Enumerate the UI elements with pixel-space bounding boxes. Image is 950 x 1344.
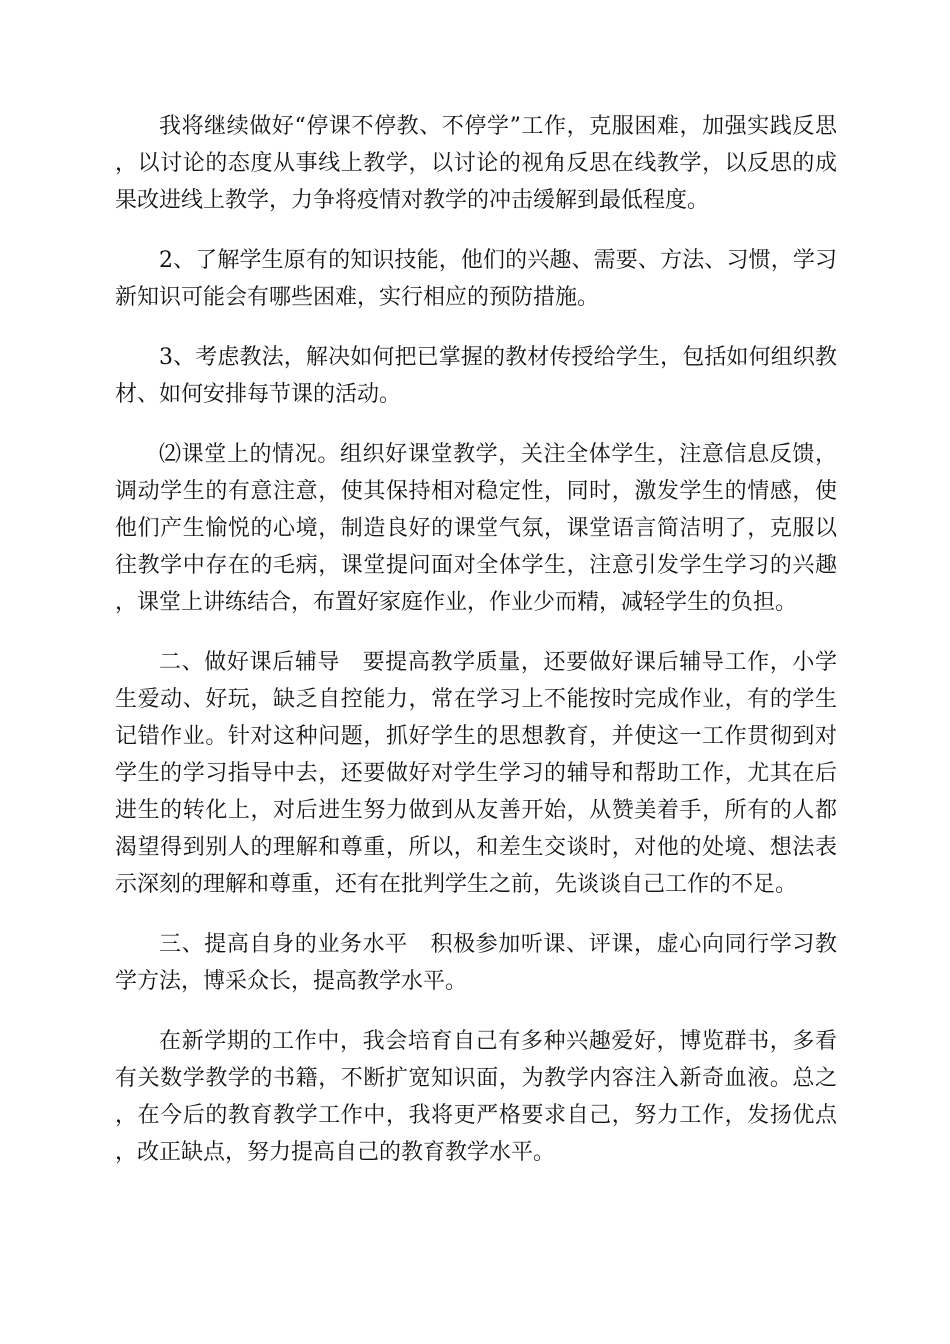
document-body (115, 108, 837, 1194)
paragraph-professional-level: 三、提高自身的业务水平 积极参加听课、评课，虚心向同行学习教学方法，博采众长，提高教学水平。 (115, 932, 837, 994)
paragraph-new-semester: 在新学期的工作中，我会培育自己有多种兴趣爱好，博览群书，多看有关数学教学的书籍，不断扩宽知识面，为教学内容注入新奇血液。总之，在今后的教育教学工作中，我将更严格要求自己，努力工作，发扬优点，改正缺点，努力提高自己的教育教学水平。 (115, 1029, 837, 1165)
paragraph-continue-online-teaching: 我将继续做好“停课不停教、不停学”工作，克服困难，加强实践反思，以讨论的态度从事线上教学，以讨论的视角反思在线教学，以反思的成果改进线上教学，力争将疫情对教学的冲击缓解到最低程度。 (115, 114, 837, 213)
paragraph-classroom-situation: ⑵课堂上的情况。组织好课堂教学，关注全体学生，注意信息反馈，调动学生的有意注意，使其保持相对稳定性，同时，激发学生的情感，使他们产生愉悦的心境，制造良好的课堂气氛，课堂语言简洁明了，克服以往教学中存在的毛病，课堂提问面对全体学生，注意引发学生学习的兴趣，课堂上讲练结合，布置好家庭作业，作业少而精，减轻学生的负担。 (115, 442, 837, 615)
paragraph-understand-students: 2、了解学生原有的知识技能，他们的兴趣、需要、方法、习惯，学习新知识可能会有哪些困难，实行相应的预防措施。 (115, 248, 837, 310)
paragraph-teaching-methods: 3、考虑教法，解决如何把已掌握的教材传授给学生，包括如何组织教材、如何安排每节课的活动。 (115, 345, 837, 407)
paragraph-after-class-tutoring: 二、做好课后辅导 要提高教学质量，还要做好课后辅导工作，小学生爱动、好玩，缺乏自控能力，常在学习上不能按时完成作业，有的学生记错作业。针对这种问题，抓好学生的思想教育，并使这一工作贯彻到对学生的学习指导中去，还要做好对学生学习的辅导和帮助工作，尤其在后进生的转化上，对后进生努力做到从友善开始，从赞美着手，所有的人都渴望得到别人的理解和尊重，所以，和差生交谈时，对他的处境、想法表示深刻的理解和尊重，还有在批判学生之前，先谈谈自己工作的不足。 (115, 650, 837, 897)
